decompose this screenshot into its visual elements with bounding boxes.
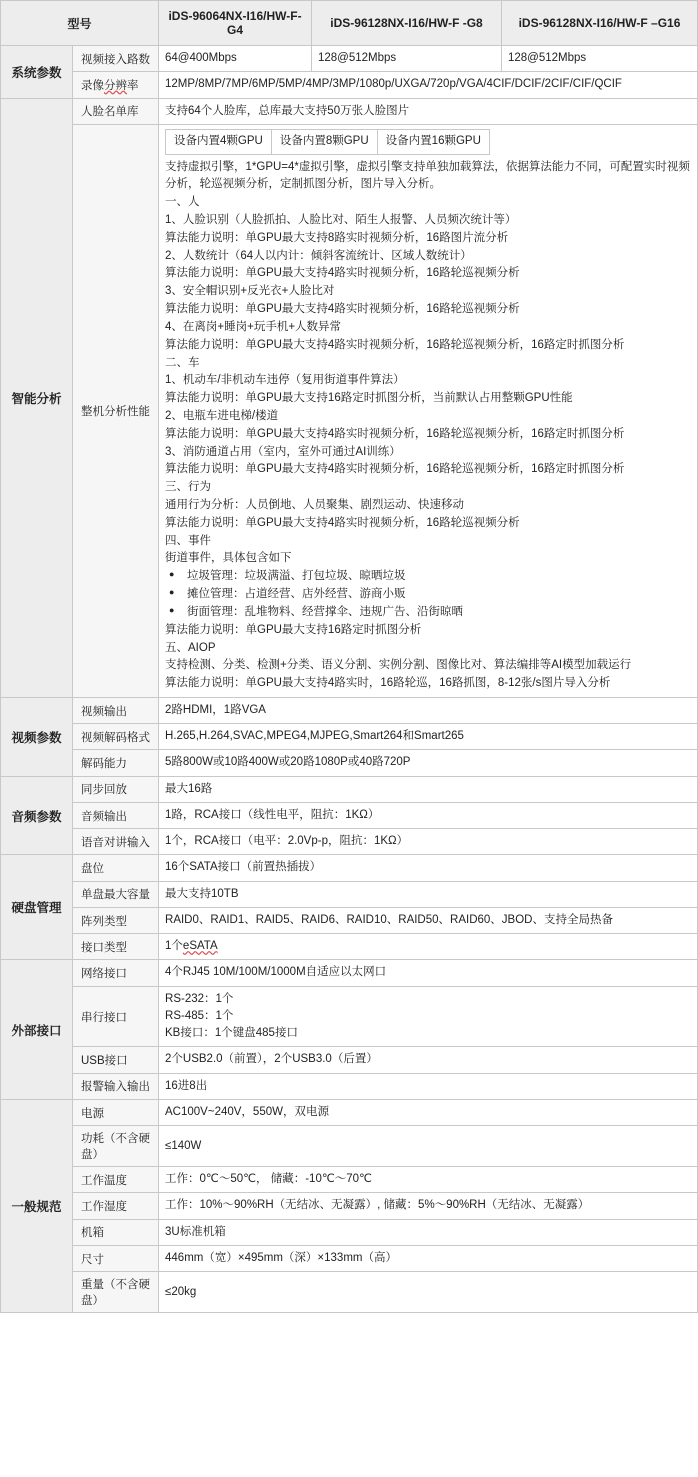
perf-line: 4、在离岗+睡岗+玩手机+人数异常 — [165, 320, 342, 333]
table-row — [1, 124, 698, 697]
perf-line: 3、安全帽识别+反光衣+人脸比对 — [165, 285, 335, 298]
row-label-serial-port: 串行接口 — [73, 986, 159, 1047]
value-serial-port — [159, 986, 698, 1047]
table-row — [1, 1272, 698, 1313]
gpu-box-2: 设备内置8颗GPU — [272, 129, 378, 155]
table-row — [1, 934, 698, 960]
value-power: AC100V~240V，550W，双电源 — [159, 1099, 698, 1125]
table-row — [1, 1167, 698, 1193]
perf-line: 二、车 — [165, 356, 200, 369]
perf-line: 三、行为 — [165, 481, 212, 494]
value-video-channels-1: 64@400Mbps — [159, 46, 312, 72]
perf-line: 算法能力说明：单GPU最大支持4路实时视频分析，16路轮巡视频分析 — [165, 303, 520, 316]
table-row — [1, 1193, 698, 1219]
table-row — [1, 72, 698, 98]
perf-line: 算法能力说明：单GPU最大支持16路定时抓图分析 — [165, 623, 422, 636]
group-audio: 音频参数 — [1, 776, 73, 855]
row-label-network-port: 网络接口 — [73, 960, 159, 986]
serial-line-3: KB接口：1个键盘485接口 — [165, 1027, 298, 1040]
table-row — [1, 1047, 698, 1073]
perf-line: 通用行为分析：人员倒地、人员聚集、剧烈运动、快速移动 — [165, 499, 465, 511]
group-disk: 硬盘管理 — [1, 855, 73, 960]
row-label-raid-type: 阵列类型 — [73, 907, 159, 933]
value-decode-capacity: 5路800W或10路400W或20路1080P或40路720P — [159, 750, 698, 776]
value-max-disk: 最大支持10TB — [159, 881, 698, 907]
table-row — [1, 881, 698, 907]
group-external: 外部接口 — [1, 960, 73, 1100]
row-label-usb-port: USB接口 — [73, 1047, 159, 1073]
gpu-box-3: 设备内置16颗GPU — [378, 129, 490, 155]
value-audio-output: 1路，RCA接口（线性电平，阻抗：1KΩ） — [159, 802, 698, 828]
value-analysis-performance — [159, 124, 698, 697]
row-label-power: 电源 — [73, 1099, 159, 1125]
table-row — [1, 855, 698, 881]
row-label-interface-type: 接口类型 — [73, 934, 159, 960]
perf-bullet: ● 摊位管理：占道经营、店外经营、游商小贩 — [165, 586, 691, 604]
table-row — [1, 1219, 698, 1245]
table-row — [1, 98, 698, 124]
gpu-box-1: 设备内置4颗GPU — [165, 129, 272, 155]
model-2: iDS-96128NX-I16/HW-F -G8 — [312, 1, 502, 46]
value-dimension: 446mm（宽）×495mm（深）×133mm（高） — [159, 1245, 698, 1271]
table-row — [1, 1126, 698, 1167]
table-row — [1, 960, 698, 986]
row-label-video-channels: 视频接入路数 — [73, 46, 159, 72]
row-label-max-disk: 单盘最大容量 — [73, 881, 159, 907]
value-face-library: 支持64个人脸库，总库最大支持50万张人脸图片 — [159, 98, 698, 124]
model-1: iDS-96064NX-I16/HW-F-G4 — [159, 1, 312, 46]
row-label-decode-format: 视频解码格式 — [73, 724, 159, 750]
row-label-audio-output: 音频输出 — [73, 802, 159, 828]
table-row — [1, 1099, 698, 1125]
perf-line: 五、AIOP — [165, 641, 216, 654]
value-video-output: 2路HDMI，1路VGA — [159, 697, 698, 723]
value-video-channels-3: 128@512Mbps — [502, 46, 698, 72]
table-row — [1, 750, 698, 776]
perf-line: 1、人脸识别（人脸抓拍、人脸比对、陌生人报警、人员频次统计等） — [165, 214, 517, 226]
performance-body — [165, 159, 691, 693]
serial-line-2: RS-485：1个 — [165, 1009, 234, 1022]
perf-line: 3、消防通道占用（室内，室外可通过AI训练） — [165, 445, 401, 458]
group-intelligent: 智能分析 — [1, 98, 73, 697]
perf-line: 算法能力说明：单GPU最大支持8路实时视频分析，16路图片流分析 — [165, 231, 509, 244]
row-label-bay: 盘位 — [73, 855, 159, 881]
table-row — [1, 46, 698, 72]
row-label-face-library: 人脸名单库 — [73, 98, 159, 124]
table-row — [1, 697, 698, 723]
row-label-decode-capacity: 解码能力 — [73, 750, 159, 776]
row-label-dimension: 尺寸 — [73, 1245, 159, 1271]
perf-line: 算法能力说明：单GPU最大支持4路实时视频分析，16路轮巡视频分析 — [165, 516, 520, 529]
table-row — [1, 724, 698, 750]
group-video: 视频参数 — [1, 697, 73, 776]
value-chassis: 3U标准机箱 — [159, 1219, 698, 1245]
table-header-row — [1, 1, 698, 46]
value-work-humidity: 工作：10%～90%RH（无结冰、无凝露）, 储藏：5%～90%RH（无结冰、无凝露） — [159, 1193, 698, 1219]
perf-line: 四、事件 — [165, 534, 212, 547]
group-system: 系统参数 — [1, 46, 73, 99]
perf-line: 算法能力说明：单GPU最大支持16路定时抓图分析，当前默认占用整颗GPU性能 — [165, 392, 573, 405]
perf-line: 支持检测、分类、检测+分类、语义分割、实例分割、图像比对、算法编排等AI模型加载运行 — [165, 659, 632, 672]
value-video-channels-2: 128@512Mbps — [312, 46, 502, 72]
perf-line: 算法能力说明：单GPU最大支持4路实时视频分析，16路轮巡视频分析，16路定时抓图分析 — [165, 338, 625, 351]
table-row — [1, 1073, 698, 1099]
perf-line: 街道事件，具体包含如下 — [165, 552, 292, 565]
group-general: 一般规范 — [1, 1099, 73, 1312]
row-label-consumption: 功耗（不含硬盘） — [73, 1126, 159, 1167]
perf-line: 2、电瓶车进电梯/楼道 — [165, 409, 279, 422]
gpu-box-row — [165, 129, 691, 155]
perf-line: 1、机动车/非机动车违停（复用街道事件算法） — [165, 374, 405, 387]
value-network-port: 4个RJ45 10M/100M/1000M自适应以太网口 — [159, 960, 698, 986]
perf-line: 算法能力说明：单GPU最大支持4路实时，16路轮巡，16路抓图，8-12张/s图片导入分析 — [165, 677, 611, 690]
row-label-analysis-performance: 整机分析性能 — [73, 124, 159, 697]
table-row — [1, 802, 698, 828]
table-row — [1, 986, 698, 1047]
row-label-alarm-io: 报警输入输出 — [73, 1073, 159, 1099]
row-label-work-humidity: 工作湿度 — [73, 1193, 159, 1219]
row-label-record-resolution: 录像分辨率 — [73, 72, 159, 98]
value-record-resolution: 12MP/8MP/7MP/6MP/5MP/4MP/3MP/1080p/UXGA/720p/VGA/4CIF/DCIF/2CIF/CIF/QCIF — [159, 72, 698, 98]
table-row — [1, 776, 698, 802]
row-label-sync-playback: 同步回放 — [73, 776, 159, 802]
row-label-audio-talk-input: 语音对讲输入 — [73, 829, 159, 855]
value-sync-playback: 最大16路 — [159, 776, 698, 802]
value-audio-talk-input: 1个，RCA接口（电平：2.0Vp-p，阻抗：1KΩ） — [159, 829, 698, 855]
value-decode-format: H.265,H.264,SVAC,MPEG4,MJPEG,Smart264和Smart265 — [159, 724, 698, 750]
value-weight: ≤20kg — [159, 1272, 698, 1313]
value-alarm-io: 16进8出 — [159, 1073, 698, 1099]
table-row — [1, 829, 698, 855]
value-usb-port: 2个USB2.0（前置），2个USB3.0（后置） — [159, 1047, 698, 1073]
value-work-temp: 工作：0℃～50℃， 储藏：-10℃～70℃ — [159, 1167, 698, 1193]
row-label-work-temp: 工作温度 — [73, 1167, 159, 1193]
model-label: 型号 — [1, 1, 159, 46]
perf-bullet: ● 街面管理：乱堆物料、经营撑伞、违规广告、沿街晾晒 — [165, 604, 691, 622]
row-label-weight: 重量（不含硬盘） — [73, 1272, 159, 1313]
perf-line: 支持虚拟引擎，1*GPU=4*虚拟引擎，虚拟引擎支持单独加载算法，依据算法能力不同，可配置实时视频分析，轮巡视频分析，定制抓图分析，图片导入分析。 — [165, 160, 690, 191]
row-label-chassis: 机箱 — [73, 1219, 159, 1245]
row-label-video-output: 视频输出 — [73, 697, 159, 723]
value-interface-type: 1个eSATA — [159, 934, 698, 960]
value-bay: 16个SATA接口（前置热插拔） — [159, 855, 698, 881]
model-3: iDS-96128NX-I16/HW-F –G16 — [502, 1, 698, 46]
perf-line: 算法能力说明：单GPU最大支持4路实时视频分析，16路轮巡视频分析，16路定时抓图分析 — [165, 427, 625, 440]
perf-line: 一、人 — [165, 196, 200, 209]
table-row — [1, 907, 698, 933]
serial-line-1: RS-232：1个 — [165, 992, 234, 1005]
perf-line: 算法能力说明：单GPU最大支持4路实时视频分析，16路轮巡视频分析，16路定时抓图分析 — [165, 463, 625, 476]
perf-line: 2、人数统计（64人以内计：倾斜客流统计、区域人数统计） — [165, 249, 472, 262]
perf-bullet: ● 垃圾管理：垃圾满溢、打包垃圾、晾晒垃圾 — [165, 568, 691, 586]
table-row — [1, 1245, 698, 1271]
value-consumption: ≤140W — [159, 1126, 698, 1167]
perf-line: 算法能力说明：单GPU最大支持4路实时视频分析，16路轮巡视频分析 — [165, 267, 520, 280]
value-raid-type: RAID0、RAID1、RAID5、RAID6、RAID10、RAID50、RAID60、JBOD、支持全局热备 — [159, 907, 698, 933]
